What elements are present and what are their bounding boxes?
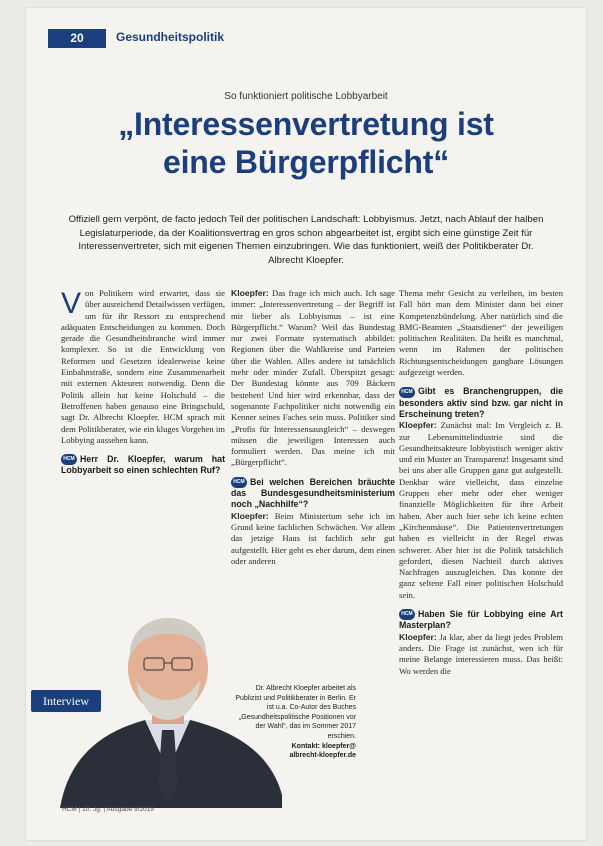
article-column-1 (61, 288, 225, 477)
lead-paragraph (61, 288, 225, 446)
continuation-paragraph: Thema mehr Gesicht zu verleihen, im besten Fall hört man dem Minister dann bei einer Kompetenzbündelung. Aber natürlich sind die BMG-Beamten „Staatsdiener“ der jeweiligen politischen Realitäten. Da heißt es manchmal, wenn im Rahmen der politischen Richtungsentscheidungen gangbare Lösungen aufgezeigt werden. (399, 288, 563, 378)
article-column-2 (231, 288, 395, 567)
question-4 (399, 609, 563, 632)
question-2 (231, 477, 395, 511)
contact-label: Kontakt: kloepfer@ (291, 742, 356, 750)
speaker-label: Kloepfer: (231, 288, 269, 298)
speaker-label: Kloepfer: (399, 420, 437, 431)
question-1-text: Herr Dr. Kloepfer, warum hat Lobbyarbeit so einen schlechten Ruf? (61, 454, 225, 476)
speaker-label: Kloepfer: (399, 631, 437, 642)
speaker-label: Kloepfer: (231, 510, 269, 521)
kicker: So funktioniert politische Lobbyarbeit (224, 91, 388, 102)
hcm-badge-icon: HCM (399, 387, 415, 398)
answer-3-text: Zunächst mal: Im Vergleich z. B. zur Lebensmittelindustrie sind die Gesundheitsakteure lobbyistisch weniger aktiv und ein Muster an Transparenz! Insgesamt sind bei uns aber alle Gruppen ganz gut aufgestellt. Denkbar wäre vielleicht, dass einzelne Gruppen eher mehr oder eher weniger finanzielle Möglichkeiten für ihre Arbeit haben. Aber auch hier sehe ich keine echten „Kirchenmäuse“. Die Patientenvertretungen haben es vielleicht in der Regel etwas schwerer. Aber hier ist die Politik tatsächlich gefordert, diesen Nachteil durch aktives Nachfragen auszugleichen. Das konnte der ganz seltene Fall einer politischen Holschuld sein. (399, 420, 563, 600)
page-number: 20 (48, 29, 106, 48)
answer-2 (231, 511, 395, 567)
question-3 (399, 386, 563, 420)
answer-3 (399, 420, 563, 601)
intro-paragraph: Offiziell gern verpönt, de facto jedoch Teil der politischen Landschaft: Lobbyismus. Jetzt, nach Ablauf der halben Legislaturperiode, da der Koalitionsvertrag en gros schon abgearbeitet ist, ergibt sich eine günstige Zeit für Interessenvertreter, sich mit eigenen Themen einzubringen. Wie das funktioniert, weiß der Politikberater Dr. Albrecht Kloepfer. (68, 214, 544, 266)
headline-line-2: eine Bürgerpflicht“ (162, 144, 449, 180)
article-column-3 (399, 288, 563, 677)
hcm-badge-icon: HCM (61, 454, 77, 465)
answer-4-text: Ja klar, aber da liegt jedes Problem anders. Die Frage ist zunächst, wen ich für meine Belange interessieren muss. Das heißt: Wo werden die (399, 631, 563, 676)
question-2-text: Bei welchen Bereichen bräuchte das Bundesgesundheitsministerium noch „Nachhilfe“? (231, 476, 395, 510)
headline (26, 105, 586, 181)
lead-text: on Politikern wird erwartet, dass sie über ausreichend Detailwissen verfügen, um für ihr Ressort zu entsprechend adäquaten Entscheidungen zu kommen. Doch gerade die Gesundheitsbranche wird immer komplexer. So ist die Entwicklung von Reformen und Gesetzen idealerweise keine Einbahnstraße, sondern eine Zusammenarbeit mit externen Akteuren notwendig. Denn die Politik allein hat keine Holschuld – die Betroffenen haben genauso eine Bringschuld, sagt Dr. Albrecht Kloepfer. HCM sprach mit dem Politikberater, wie ein kluges Vorgehen im Lobbying aussehen kann. (61, 288, 225, 445)
caption-text: Dr. Albrecht Kloepfer arbeitet als Publizist und Politikberater in Berlin. Er ist u.a. Co-Autor des Buches „Gesundheitspolitische Positionen vor der Wahl“, das im Sommer 2017 erschien. (235, 685, 356, 740)
section-label: Gesundheitspolitik (116, 30, 225, 44)
question-3-text: Gibt es Branchengruppen, die besonders aktiv sind bzw. gar nicht in Erscheinung treten? (399, 386, 563, 419)
answer-1-text: Das frage ich mich auch. Ich sage immer: „Interessenvertretung – der Begriff ist mir lieber als Lobbyismus – ist eine Bürgerpflicht.“ Warum? Weil das Bundestag nur zwei Formate systematisch abbildet: Regionen über die Wahlkreise und Parteien über die Wahlen. Alles andere ist tatsächlich mehr oder minder Zufall. Überspitzt gesagt: Der Bundestag könnte aus 709 Bäckern bestehen! Und hier wird erkennbar, dass der sogenannte Fachpolitiker nicht notwendig ein Kenner seines Faches sein muss. Politiker sind „Profis für Interessensausgleich“ – deswegen müssen die jeweiligen Interessen auch formuliert werden. Das meine ich mit „Bürgerpflicht“. (231, 288, 395, 468)
question-1 (61, 454, 225, 477)
interview-tag: Interview (31, 690, 101, 712)
photo-caption (230, 684, 356, 761)
hcm-badge-icon: HCM (399, 609, 415, 620)
hcm-badge-icon: HCM (231, 477, 247, 488)
answer-4 (399, 632, 563, 677)
headline-line-1: „Interessenvertretung ist (118, 106, 494, 142)
question-4-text: Haben Sie für Lobbying eine Art Masterplan? (399, 609, 563, 631)
drop-cap: V (61, 287, 82, 320)
page-footer: HCM | 10. Jg. | Ausgabe 9/2019 (62, 806, 154, 813)
answer-2-text: Beim Ministerium sehe ich im Grund keine fachlichen Schwächen. Vor allem das jetzige Haus ist fachlich sehr gut aufgestellt. Hier geht es eher darum, dem einen oder anderen (231, 510, 395, 566)
contact-domain: albrecht-kloepfer.de (289, 752, 356, 760)
answer-1 (231, 288, 395, 469)
